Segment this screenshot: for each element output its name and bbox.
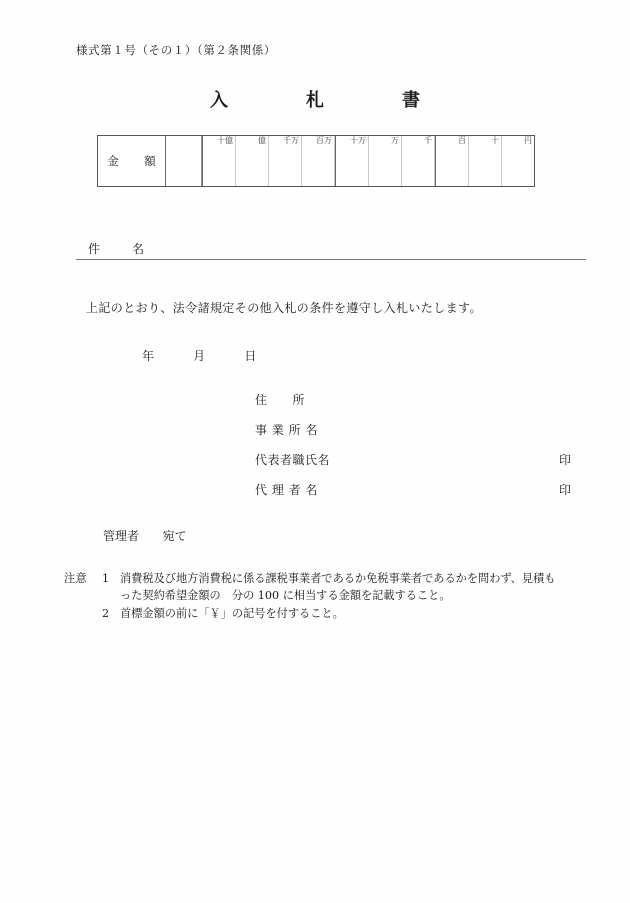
amount-cell-senman[interactable] — [269, 136, 302, 186]
note-text-line-1: 首標金額の前に「￥」の記号を付すること。 — [120, 607, 344, 620]
unit-label: 十万 — [350, 136, 366, 145]
signature-row-address — [255, 391, 585, 421]
amount-cell-hyakuman[interactable] — [302, 136, 335, 186]
agent-label: 代 理 者 名 — [255, 483, 318, 497]
seal-mark-representative: 印 — [558, 453, 571, 467]
addressee-line — [103, 527, 187, 544]
note-number: 1 — [102, 572, 110, 585]
amount-cell-juman[interactable] — [335, 136, 369, 186]
subject-row — [76, 238, 586, 260]
signature-row-business-name — [255, 421, 585, 451]
addressee-target: 管理者 — [103, 529, 140, 543]
note-item-1 — [64, 570, 609, 604]
unit-label: 十 — [491, 136, 499, 145]
address-label: 住 所 — [255, 393, 306, 407]
unit-label: 億 — [258, 136, 266, 145]
unit-label: 千万 — [283, 136, 299, 145]
amount-cell-man[interactable] — [369, 136, 402, 186]
amount-label-cell: 金 額 — [98, 136, 166, 186]
signature-row-representative — [255, 451, 585, 481]
signature-row-agent — [255, 481, 585, 511]
date-day-label: 日 — [244, 349, 257, 363]
note-item-2 — [64, 605, 609, 622]
business-name-label: 事 業 所 名 — [255, 423, 318, 437]
date-line — [142, 347, 257, 364]
amount-cell-ju[interactable] — [469, 136, 502, 186]
note-number: 2 — [102, 607, 110, 620]
amount-cell-10oku[interactable] — [202, 136, 236, 186]
amount-cell-oku[interactable] — [236, 136, 269, 186]
amount-currency-symbol-cell[interactable] — [166, 136, 202, 186]
notes-heading: 注意 — [64, 572, 87, 585]
document-title: 入札書 — [210, 90, 498, 111]
signature-block — [255, 391, 585, 511]
form-number-label: 様式第１号（その１）（第２条関係） — [76, 43, 276, 57]
amount-digit-cells — [202, 136, 534, 186]
unit-label: 千 — [424, 136, 432, 145]
unit-label: 百万 — [316, 136, 332, 145]
note-text-line-1: 消費税及び地方消費税に係る課税事業者であるか免税事業者であるかを問わず、見積も — [120, 572, 556, 585]
note-text-line-2: った契約希望金額の 分の 100 に相当する金額を記載すること。 — [120, 589, 451, 602]
amount-cell-en[interactable] — [502, 136, 534, 186]
representative-label: 代表者職氏名 — [255, 453, 331, 467]
seal-mark-agent: 印 — [558, 483, 571, 497]
unit-label: 万 — [391, 136, 399, 145]
unit-label: 十億 — [217, 136, 233, 145]
date-month-label: 月 — [193, 349, 206, 363]
unit-label: 百 — [458, 136, 466, 145]
subject-label: 件 名 — [88, 242, 155, 256]
declaration-statement: 上記のとおり、法令諸規定その他入札の条件を遵守し入札いたします。 — [86, 301, 482, 315]
unit-label: 円 — [524, 136, 532, 145]
amount-cell-hyaku[interactable] — [435, 136, 469, 186]
amount-table — [97, 135, 535, 187]
amount-cell-sen[interactable] — [402, 136, 435, 186]
notes-section — [64, 570, 609, 623]
date-year-label: 年 — [142, 349, 155, 363]
addressee-suffix: 宛て — [162, 529, 187, 543]
